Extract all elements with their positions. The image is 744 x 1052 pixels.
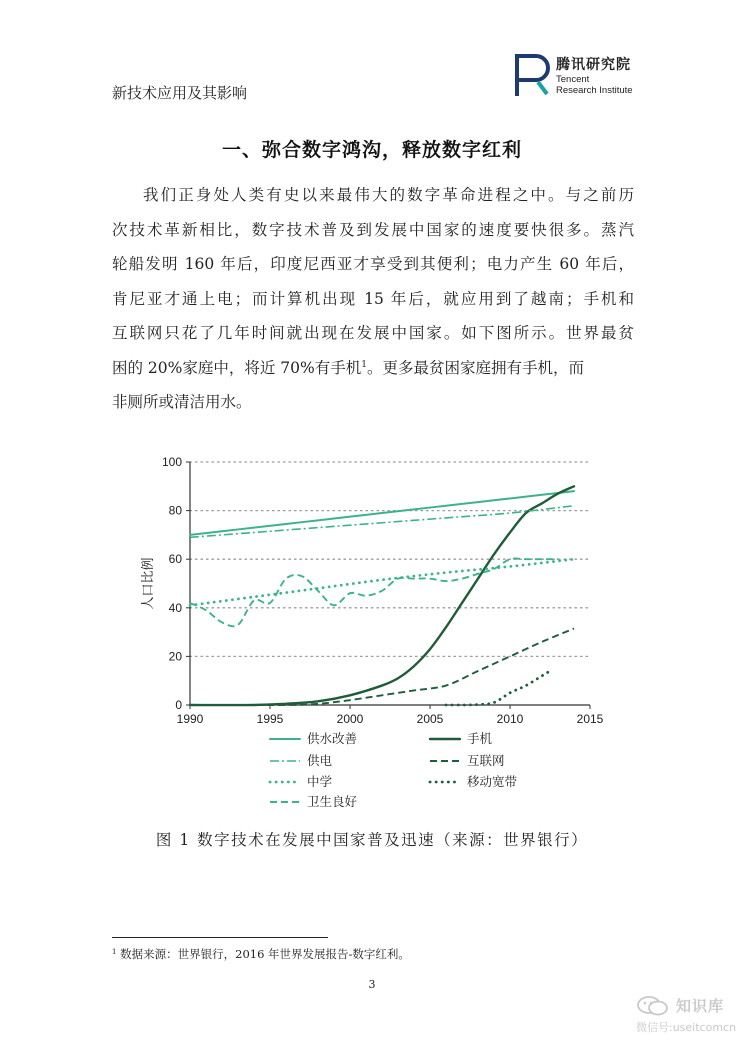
digital-adoption-line-chart (140, 448, 610, 818)
section-title: 一、弥合数字鸿沟，释放数字红利 (221, 139, 522, 161)
legend-label-1: 手机 (467, 731, 493, 746)
legend-label-6: 卫生良好 (307, 794, 358, 809)
paragraph-text: 困的 20%家庭中，将近 70%有手机 (112, 358, 362, 377)
brand-en-line1: Tencent (556, 74, 590, 85)
legend-label-0: 供水改善 (307, 731, 358, 746)
footnote (112, 946, 410, 962)
x-tick-label: 2015 (576, 712, 604, 726)
figure-caption: 图 1 数字技术在发展中国家普及迅速（来源：世界银行） (155, 831, 589, 849)
legend-label-3: 互联网 (467, 753, 505, 768)
wechat-icon (636, 995, 670, 1017)
x-tick-label: 2010 (496, 712, 524, 726)
footnote-marker: 1 (112, 948, 117, 956)
series-line-6 (190, 558, 558, 626)
logo-mark-icon (514, 52, 550, 98)
legend-label-4: 中学 (307, 774, 333, 789)
page-number: 3 (368, 978, 376, 991)
body-paragraph (112, 178, 634, 420)
y-tick-label: 40 (168, 600, 182, 615)
paragraph-line: 肯尼亚才通上电；而计算机出现 15 年后，就应用到了越南；手机和 (112, 289, 634, 308)
legend-label-2: 供电 (307, 753, 333, 768)
tencent-research-logo (514, 52, 654, 100)
footnote-divider (112, 937, 328, 938)
watermark-subtitle: 微信号:useitcomcn (636, 1021, 737, 1034)
y-tick-label: 80 (168, 503, 182, 518)
y-tick-label: 0 (175, 698, 182, 712)
series-line-3 (190, 628, 574, 705)
footnote-text: 数据来源：世界银行，2016 年世界发展报告-数字红利。 (120, 947, 410, 961)
legend-label-5: 移动宽带 (467, 774, 518, 789)
y-axis-label: 人口比例 (141, 557, 156, 610)
series-line-1 (190, 486, 574, 705)
x-tick-label: 2005 (416, 712, 444, 726)
brand-name-en (556, 74, 633, 96)
y-tick-label: 20 (168, 649, 182, 664)
x-tick-label: 2000 (336, 712, 364, 726)
paragraph-line: 轮船发明 160 年后，印度尼西亚才享受到其便利；电力产生 60 年后， (112, 255, 634, 273)
x-tick-label: 1990 (176, 712, 204, 726)
paragraph-line: 非厕所或清洁用水。 (112, 393, 252, 411)
y-tick-label: 60 (168, 552, 182, 567)
paragraph-line: 我们正身处人类有史以来最伟大的数字革命进程之中。与之前历 (143, 186, 634, 204)
paragraph-line: 互联网只花了几年时间就出现在发展中国家。如下图所示。世界最贫 (112, 324, 634, 342)
brand-en-line2: Research Institute (556, 85, 633, 96)
document-title: 新技术应用及其影响 (112, 84, 248, 102)
footnote-reference[interactable]: 1 (361, 359, 367, 370)
paragraph-line: 次技术革新相比，数字技术普及到发展中国家的速度要快很多。蒸汽 (112, 220, 634, 239)
y-tick-label: 100 (161, 455, 182, 469)
paragraph-line (112, 351, 634, 386)
series-line-4 (190, 559, 574, 605)
series-line-5 (446, 671, 550, 705)
x-tick-label: 1995 (256, 712, 284, 726)
paragraph-text: 。更多最贫困家庭拥有手机，而 (367, 358, 585, 377)
watermark-name: 知识库 (676, 997, 725, 1015)
brand-name-cn: 腾讯研究院 (556, 57, 631, 73)
